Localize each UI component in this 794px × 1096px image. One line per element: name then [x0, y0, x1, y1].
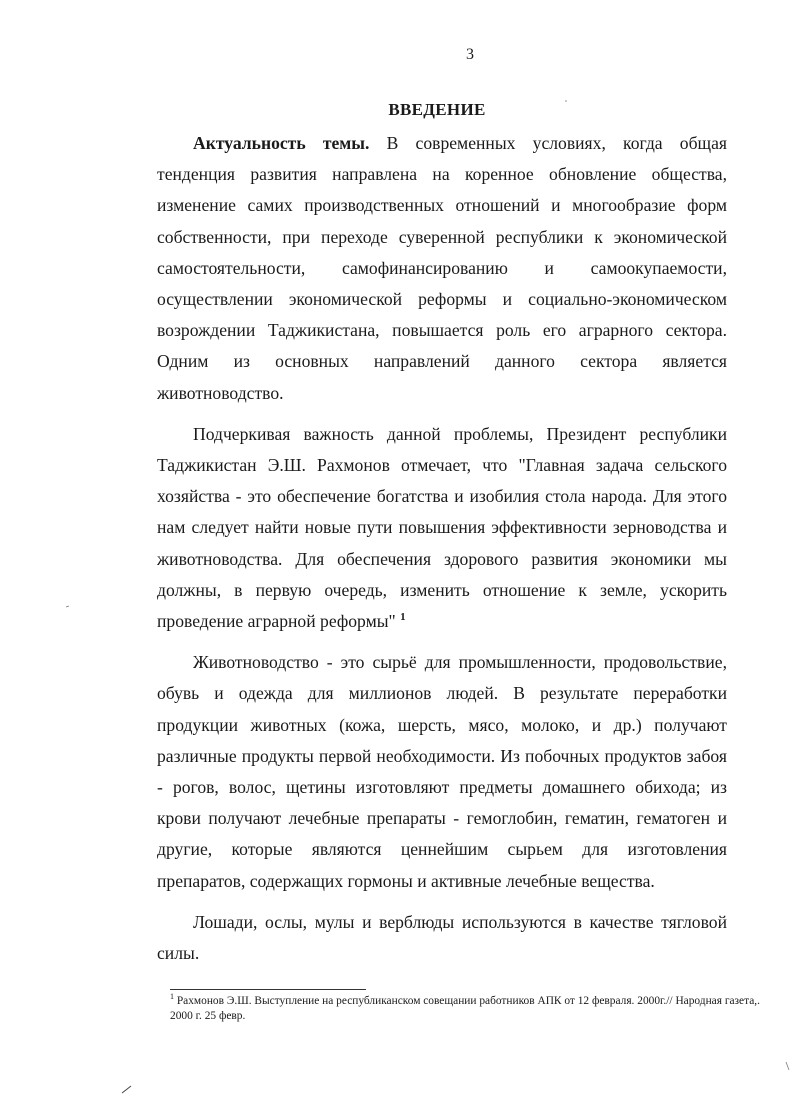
body-text: [157, 128, 727, 969]
livestock-text: Животноводство - это сырьё для промышленности, продовольствие, обувь и одежда для миллионов людей. В результате переработки продукции животных (кожа, шерсть, мясо, молоко, и др.) получают различные продукты первой необходимости. Из побочных продуктов забоя - рогов, волос, щетины изготовляют предметы домашнего обихода; из крови получают лечебные препараты - гемоглобин, гематин, гематоген и другие, которые являются ценнейшим сырьем для изготовления препаратов, содержащих гормоны и активные лечебные вещества.: [157, 652, 727, 891]
footnote-mark: 1: [170, 992, 174, 1002]
footnote: [170, 994, 760, 1024]
relevance-text: В современных условиях, когда общая тенденция развития направлена на коренное обновление общества, изменение самих производственных отношений и многообразие форм собственности, при переходе суверенной республики к экономической самостоятельности, самофинансированию и самоокупаемости, осуществлении экономической реформы и социально-экономическом возрождении Таджикистана, повышается роль его аграрного сектора. Одним из основных направлений данного сектора является животноводство.: [157, 133, 727, 403]
quote-text: Подчеркивая важность данной проблемы, Президент республики Таджикистан Э.Ш. Рахмонов отмечает, что "Главная задача сельского хозяйства - это обеспечение богатства и изобилия стола народа. Для этого нам следует найти новые пути повышения эффективности зерноводства и животноводства. Для обеспечения здорового развития экономики мы должны, в первую очередь, изменить отношение к земле, ускорить проведение аграрной реформы": [157, 423, 727, 632]
scan-mark: [122, 1086, 131, 1093]
paragraph-relevance: [157, 128, 727, 409]
paragraph-livestock: [157, 647, 727, 897]
scan-mark: [786, 1062, 789, 1070]
page-number: 3: [466, 46, 474, 63]
relevance-lead: Актуальность темы.: [193, 133, 370, 153]
page-heading: ВВЕДЕНИЕ: [388, 100, 486, 119]
paragraph-draft-animals: [157, 907, 727, 969]
scan-mark: [66, 606, 69, 607]
draft-animals-text: Лошади, ослы, мулы и верблюды используются в качестве тягловой силы.: [157, 911, 727, 964]
paragraph-quote: [157, 419, 727, 637]
footnote-divider: [170, 989, 366, 990]
footnote-reference: 1: [400, 611, 406, 624]
footnote-text: Рахмонов Э.Ш. Выступление на республиканском совещании работников АПК от 12 февраля. 2000г.// Народная газета,. 2000 г. 25 февр.: [170, 995, 760, 1022]
